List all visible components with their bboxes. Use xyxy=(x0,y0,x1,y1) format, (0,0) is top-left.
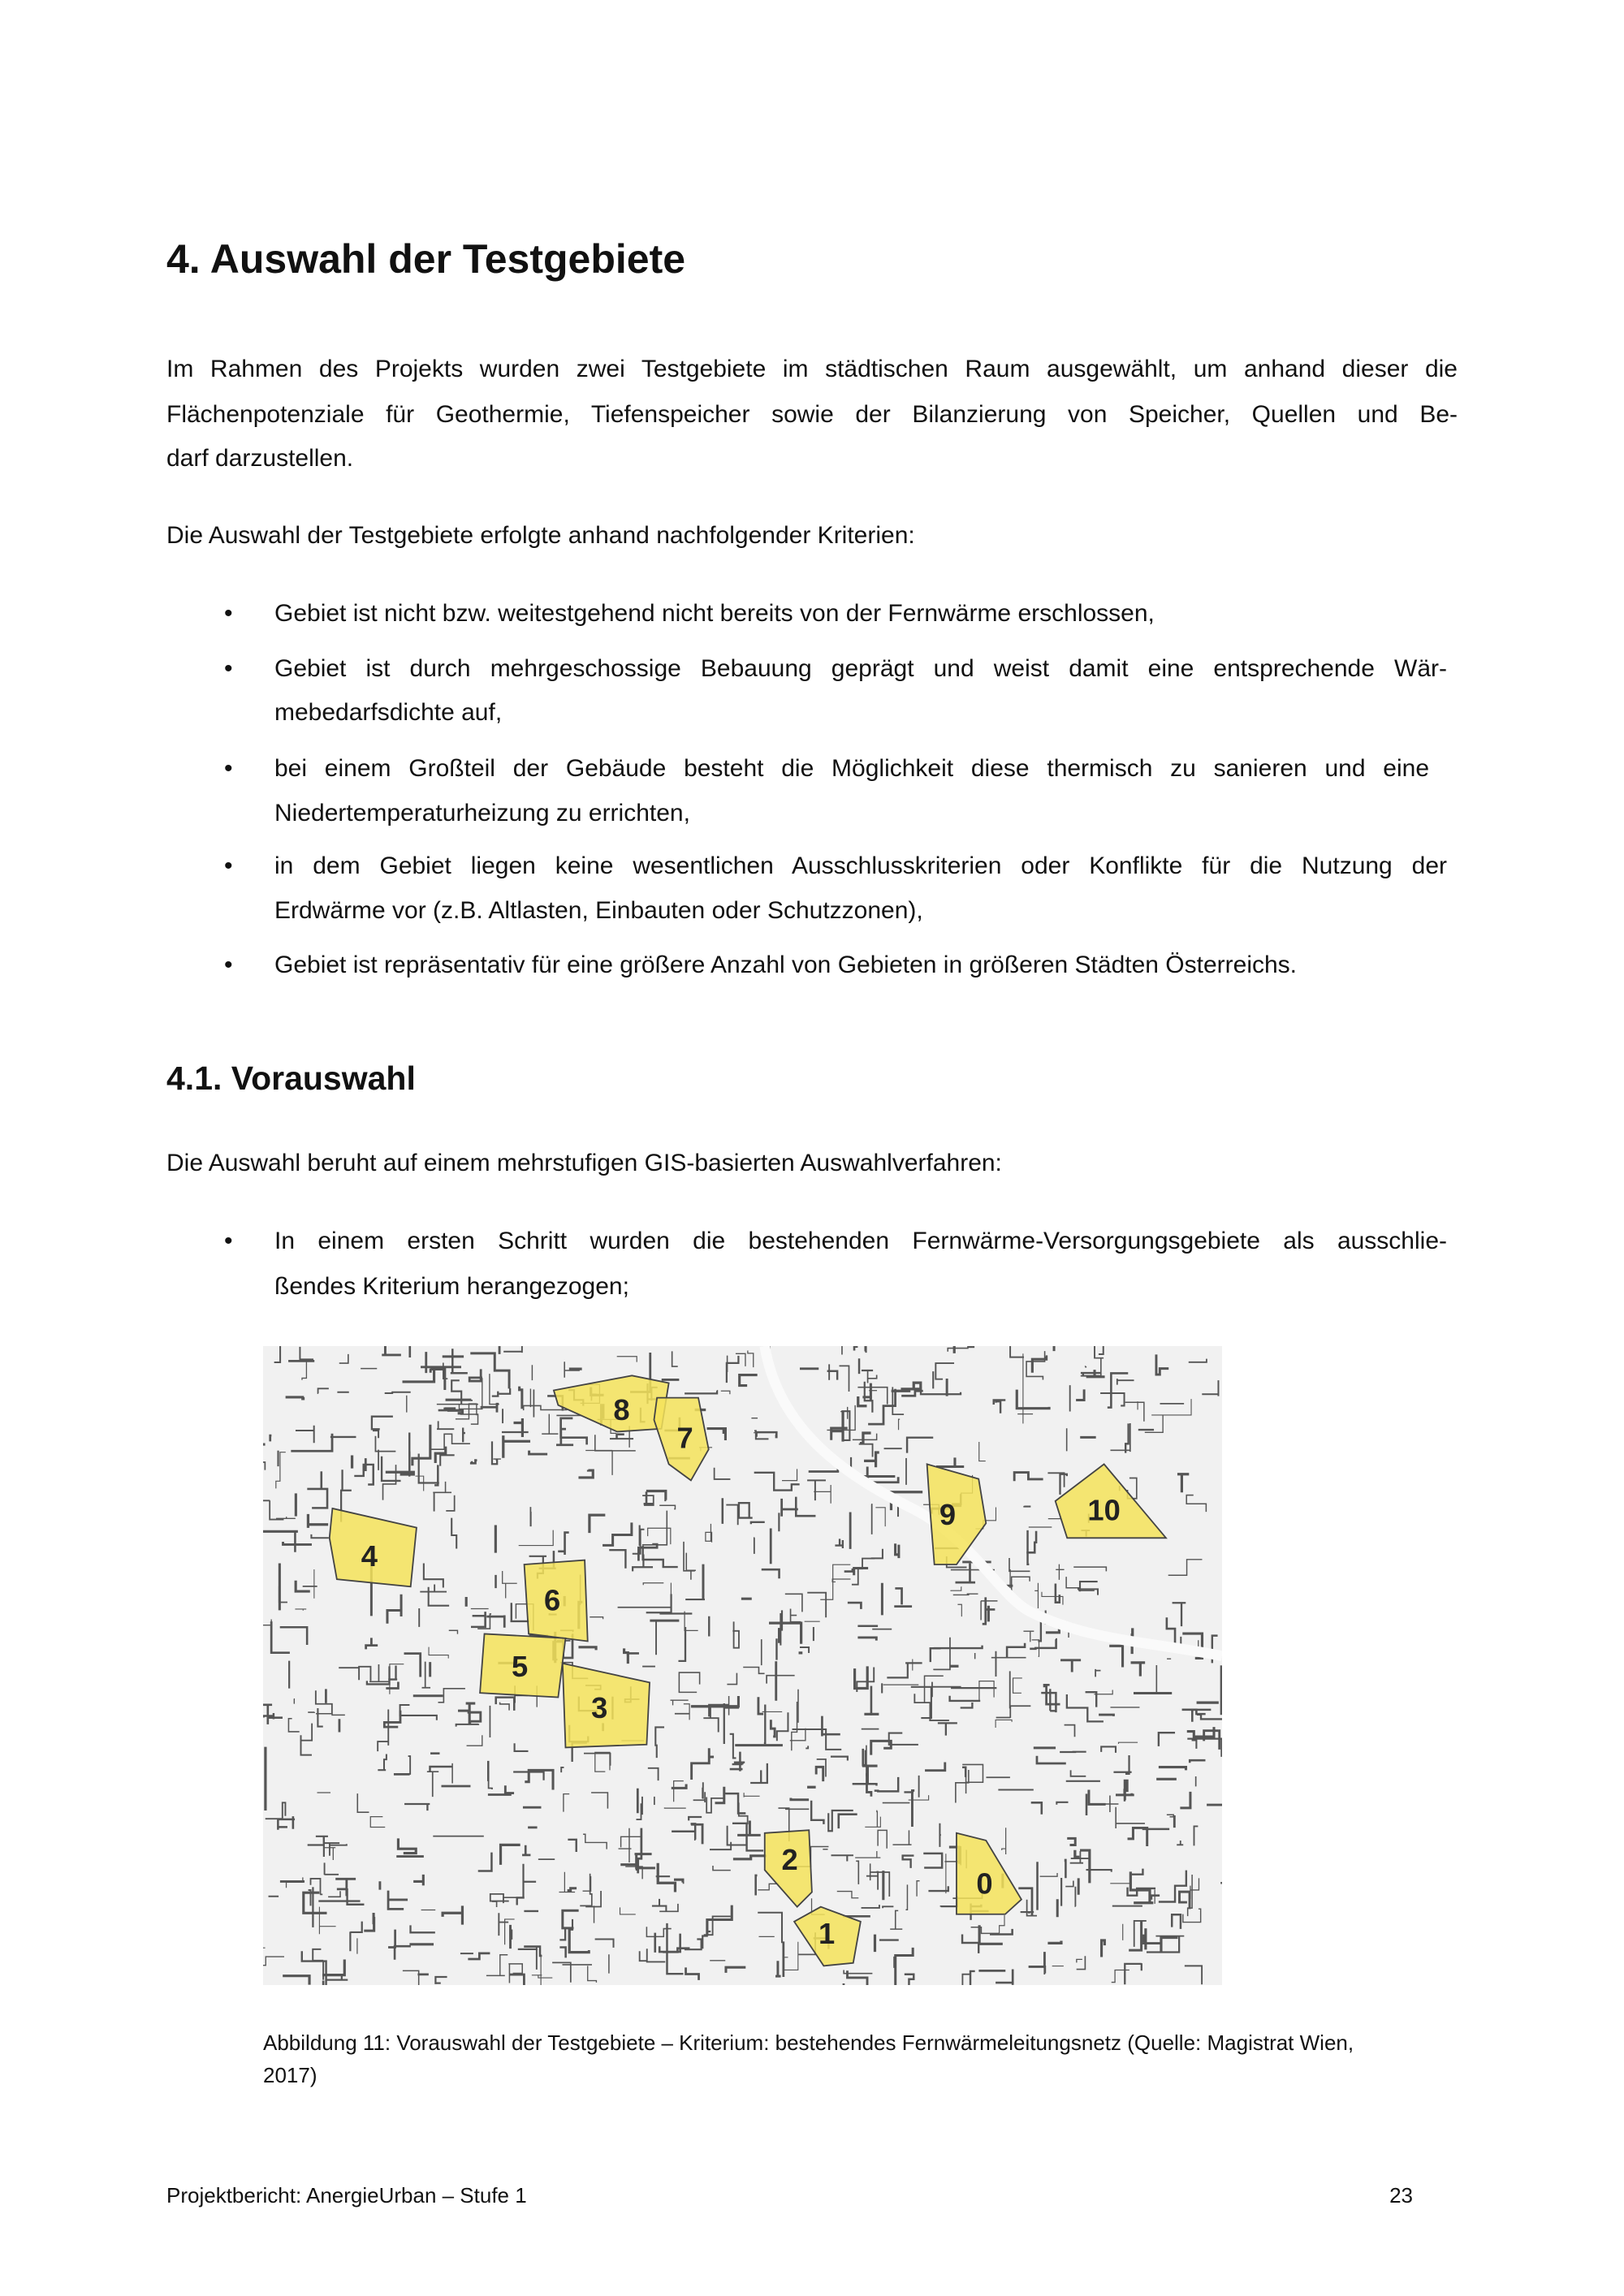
criteria-item: bei einem Großteil der Gebäude besteht die Möglichkeit diese thermisch zu sanieren und eine xyxy=(274,755,1429,782)
bullet-icon: • xyxy=(224,952,233,978)
test-area-label: 4 xyxy=(361,1539,378,1573)
figure-caption: 2017) xyxy=(263,2063,317,2087)
test-area-label: 2 xyxy=(781,1843,798,1877)
preselection-intro: Die Auswahl beruht auf einem mehrstufigen GIS-basierten Auswahlverfahren: xyxy=(166,1150,1002,1176)
network-line xyxy=(1085,1366,1086,1367)
bullet-icon: • xyxy=(224,755,233,782)
network-line xyxy=(1024,1506,1030,1507)
bullet-icon: • xyxy=(224,655,233,682)
criteria-item: Gebiet ist repräsentativ für eine größere Anzahl von Gebieten in größeren Städten Österreichs. xyxy=(274,952,1298,978)
criteria-item: in dem Gebiet liegen keine wesentlichen Ausschlusskriterien oder Konflikte für die Nutzung der xyxy=(274,852,1447,879)
intro-line: Flächenpotenziale für Geothermie, Tiefenspeicher sowie der Bilanzierung von Speicher, Quellen und Be- xyxy=(166,401,1458,428)
network-line xyxy=(791,1799,809,1800)
bullet-icon: • xyxy=(224,1228,233,1254)
criteria-intro: Die Auswahl der Testgebiete erfolgte anhand nachfolgender Kriterien: xyxy=(166,522,915,549)
test-area-label: 9 xyxy=(939,1497,957,1531)
preselection-step: In einem ersten Schritt wurden die bestehenden Fernwärme-Versorgungsgebiete als ausschlie- xyxy=(274,1228,1447,1254)
bullet-icon: • xyxy=(224,600,233,627)
network-line xyxy=(294,1699,295,1704)
network-line xyxy=(1048,1518,1060,1519)
test-area-label: 10 xyxy=(1087,1493,1121,1527)
test-area-label: 8 xyxy=(613,1392,630,1426)
page-title: 4. Auswahl der Testgebiete xyxy=(166,236,686,282)
criteria-item: Gebiet ist durch mehrgeschossige Bebauung geprägt und weist damit eine entsprechende Wär- xyxy=(274,655,1447,682)
criteria-item: Niedertemperaturheizung zu errichten, xyxy=(274,800,690,826)
network-line xyxy=(877,1810,878,1828)
criteria-item: Erdwärme vor (z.B. Altlasten, Einbauten oder Schutzzonen), xyxy=(274,897,923,924)
district-heating-map xyxy=(263,1346,1222,1985)
preselection-step: ßendes Kriterium herangezogen; xyxy=(274,1273,629,1300)
intro-line: Im Rahmen des Projekts wurden zwei Testgebiete im städtischen Raum ausgewählt, um anhand dieser die xyxy=(166,356,1458,382)
test-area-label: 6 xyxy=(544,1583,561,1617)
section-heading: 4.1. Vorauswahl xyxy=(166,1060,416,1097)
test-area-label: 0 xyxy=(976,1867,993,1901)
test-area-label: 3 xyxy=(591,1691,608,1725)
network-line xyxy=(754,1538,755,1554)
figure-caption: Abbildung 11: Vorauswahl der Testgebiete – Kriterium: bestehendes Fernwärmeleitungsnetz (Quelle: Magistrat Wien, xyxy=(263,2031,1354,2055)
network-line xyxy=(732,1763,745,1765)
network-line xyxy=(871,1504,872,1534)
network-line xyxy=(664,1807,685,1808)
criteria-item: Gebiet ist nicht bzw. weitestgehend nicht bereits von der Fernwärme erschlossen, xyxy=(274,600,1155,627)
intro-line: darf darzustellen. xyxy=(166,445,354,472)
page-number: 23 xyxy=(1389,2183,1413,2208)
test-area-label: 5 xyxy=(512,1650,529,1684)
test-area-label: 7 xyxy=(676,1421,693,1455)
bullet-icon: • xyxy=(224,852,233,879)
test-area-label: 1 xyxy=(818,1917,836,1951)
network-line xyxy=(702,1782,703,1798)
footer-title: Projektbericht: AnergieUrban – Stufe 1 xyxy=(166,2183,527,2208)
criteria-item: mebedarfsdichte auf, xyxy=(274,699,503,726)
network-line xyxy=(865,1346,866,1352)
